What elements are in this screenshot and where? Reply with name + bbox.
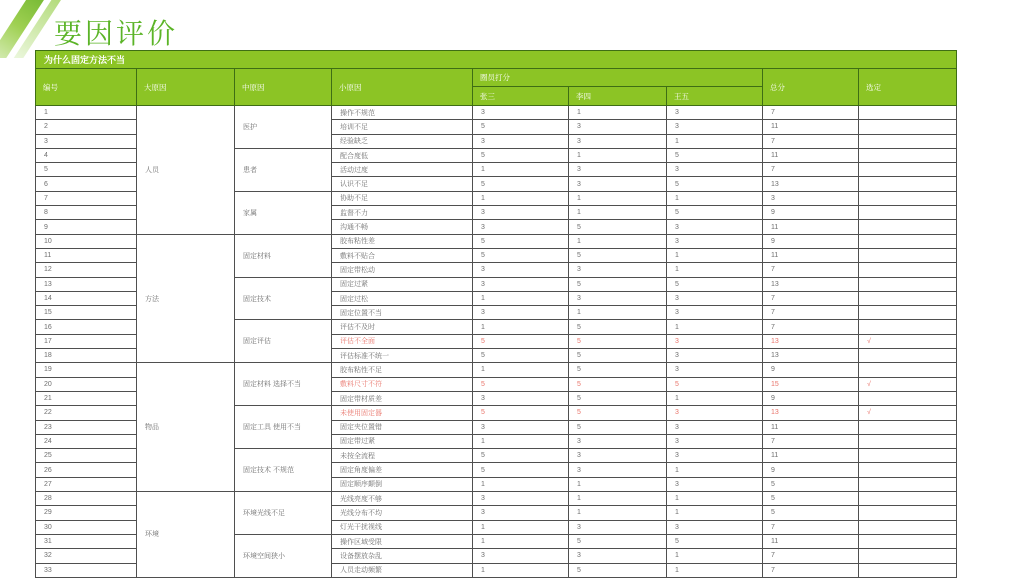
cell-minor-cause: 敷料尺寸不符 bbox=[332, 377, 473, 391]
cell-minor-cause: 人员走动频繁 bbox=[332, 563, 473, 577]
cell-selected bbox=[859, 234, 957, 248]
cell-score-3: 5 bbox=[667, 177, 763, 191]
cell-total: 3 bbox=[763, 191, 859, 205]
cell-score-2: 5 bbox=[569, 248, 667, 262]
header-mid-cause: 中原因 bbox=[235, 69, 332, 106]
cell-total: 9 bbox=[763, 234, 859, 248]
cell-score-1: 5 bbox=[473, 177, 569, 191]
cell-selected bbox=[859, 449, 957, 463]
cell-minor-cause: 设备摆放杂乱 bbox=[332, 549, 473, 563]
header-minor-cause: 小原因 bbox=[332, 69, 473, 106]
cell-number: 28 bbox=[36, 492, 137, 506]
cell-score-1: 3 bbox=[473, 134, 569, 148]
table-header-row bbox=[36, 69, 957, 87]
cell-mid-cause: 固定技术 不规范 bbox=[235, 449, 332, 492]
cell-score-3: 3 bbox=[667, 291, 763, 305]
header-number: 编号 bbox=[36, 69, 137, 106]
cell-number: 4 bbox=[36, 148, 137, 162]
cell-score-2: 5 bbox=[569, 377, 667, 391]
cell-score-2: 5 bbox=[569, 391, 667, 405]
cell-selected bbox=[859, 506, 957, 520]
cell-minor-cause: 固定带过紧 bbox=[332, 434, 473, 448]
cell-total: 13 bbox=[763, 406, 859, 420]
cell-score-3: 3 bbox=[667, 120, 763, 134]
cell-number: 3 bbox=[36, 134, 137, 148]
cell-score-2: 3 bbox=[569, 449, 667, 463]
table-row bbox=[36, 106, 957, 120]
cell-mid-cause: 固定工具 使用不当 bbox=[235, 406, 332, 449]
cell-score-3: 3 bbox=[667, 334, 763, 348]
cell-score-2: 5 bbox=[569, 534, 667, 548]
cell-number: 5 bbox=[36, 163, 137, 177]
cell-total: 9 bbox=[763, 206, 859, 220]
cell-mid-cause: 固定评估 bbox=[235, 320, 332, 363]
cell-score-2: 1 bbox=[569, 506, 667, 520]
cell-number: 30 bbox=[36, 520, 137, 534]
cell-score-3: 3 bbox=[667, 234, 763, 248]
cell-number: 12 bbox=[36, 263, 137, 277]
cell-score-1: 5 bbox=[473, 234, 569, 248]
cell-minor-cause: 固定位置不当 bbox=[332, 306, 473, 320]
cell-minor-cause: 未按全流程 bbox=[332, 449, 473, 463]
cell-number: 11 bbox=[36, 248, 137, 262]
cell-score-1: 3 bbox=[473, 506, 569, 520]
header-selected: 选定 bbox=[859, 69, 957, 106]
cell-minor-cause: 固定过紧 bbox=[332, 277, 473, 291]
cell-score-3: 3 bbox=[667, 434, 763, 448]
cell-score-2: 5 bbox=[569, 349, 667, 363]
cell-total: 9 bbox=[763, 391, 859, 405]
factor-table-body bbox=[36, 106, 957, 578]
table-banner: 为什么固定方法不当 bbox=[36, 51, 957, 69]
header-scoring: 圈员打分 bbox=[473, 69, 763, 87]
cell-total: 7 bbox=[763, 134, 859, 148]
cell-selected bbox=[859, 263, 957, 277]
cell-score-1: 3 bbox=[473, 106, 569, 120]
cell-score-2: 5 bbox=[569, 277, 667, 291]
cell-total: 7 bbox=[763, 520, 859, 534]
cell-score-1: 3 bbox=[473, 306, 569, 320]
cell-mid-cause: 患者 bbox=[235, 148, 332, 191]
cell-selected bbox=[859, 477, 957, 491]
cell-score-3: 1 bbox=[667, 549, 763, 563]
cell-total: 7 bbox=[763, 549, 859, 563]
cell-score-1: 1 bbox=[473, 434, 569, 448]
header-scorer-2: 李四 bbox=[569, 87, 667, 106]
cell-score-3: 1 bbox=[667, 263, 763, 277]
cell-minor-cause: 灯光干扰视线 bbox=[332, 520, 473, 534]
cell-minor-cause: 经验缺乏 bbox=[332, 134, 473, 148]
cell-number: 7 bbox=[36, 191, 137, 205]
cell-major-cause: 人员 bbox=[137, 106, 235, 235]
cell-number: 22 bbox=[36, 406, 137, 420]
cell-total: 9 bbox=[763, 463, 859, 477]
cell-selected bbox=[859, 134, 957, 148]
cell-selected: √ bbox=[859, 406, 957, 420]
cell-score-3: 3 bbox=[667, 363, 763, 377]
cell-total: 15 bbox=[763, 377, 859, 391]
cell-score-1: 3 bbox=[473, 420, 569, 434]
cell-number: 19 bbox=[36, 363, 137, 377]
cell-selected bbox=[859, 163, 957, 177]
cell-number: 26 bbox=[36, 463, 137, 477]
cell-number: 15 bbox=[36, 306, 137, 320]
cell-number: 9 bbox=[36, 220, 137, 234]
header-major-cause: 大原因 bbox=[137, 69, 235, 106]
cell-score-1: 3 bbox=[473, 263, 569, 277]
cell-minor-cause: 固定带材质差 bbox=[332, 391, 473, 405]
cell-selected bbox=[859, 306, 957, 320]
cell-number: 1 bbox=[36, 106, 137, 120]
table-row bbox=[36, 363, 957, 377]
cell-number: 23 bbox=[36, 420, 137, 434]
cell-score-2: 5 bbox=[569, 420, 667, 434]
cell-score-1: 1 bbox=[473, 291, 569, 305]
cell-score-3: 5 bbox=[667, 377, 763, 391]
cell-score-2: 1 bbox=[569, 148, 667, 162]
cell-total: 11 bbox=[763, 534, 859, 548]
cell-score-3: 1 bbox=[667, 134, 763, 148]
cell-score-3: 3 bbox=[667, 306, 763, 320]
cell-mid-cause: 环境空间狭小 bbox=[235, 534, 332, 577]
cell-selected bbox=[859, 434, 957, 448]
cell-minor-cause: 配合度低 bbox=[332, 148, 473, 162]
cell-number: 24 bbox=[36, 434, 137, 448]
cell-score-2: 5 bbox=[569, 363, 667, 377]
table-row bbox=[36, 234, 957, 248]
cell-selected bbox=[859, 391, 957, 405]
cell-selected bbox=[859, 206, 957, 220]
cell-score-3: 1 bbox=[667, 248, 763, 262]
cell-major-cause: 方法 bbox=[137, 234, 235, 363]
cell-major-cause: 物品 bbox=[137, 363, 235, 492]
cell-score-3: 1 bbox=[667, 191, 763, 205]
cell-score-1: 3 bbox=[473, 549, 569, 563]
cell-number: 27 bbox=[36, 477, 137, 491]
cell-number: 33 bbox=[36, 563, 137, 577]
cell-selected bbox=[859, 277, 957, 291]
cell-score-3: 3 bbox=[667, 449, 763, 463]
cell-score-3: 3 bbox=[667, 163, 763, 177]
cell-score-2: 1 bbox=[569, 492, 667, 506]
cell-score-1: 5 bbox=[473, 406, 569, 420]
cell-selected bbox=[859, 177, 957, 191]
cell-minor-cause: 固定夹位置错 bbox=[332, 420, 473, 434]
cell-total: 5 bbox=[763, 492, 859, 506]
cell-score-2: 5 bbox=[569, 563, 667, 577]
cell-score-2: 3 bbox=[569, 263, 667, 277]
cell-selected bbox=[859, 120, 957, 134]
cell-selected bbox=[859, 106, 957, 120]
cell-total: 5 bbox=[763, 506, 859, 520]
cell-score-1: 1 bbox=[473, 534, 569, 548]
cell-total: 13 bbox=[763, 277, 859, 291]
cell-selected bbox=[859, 291, 957, 305]
cell-selected bbox=[859, 349, 957, 363]
cell-score-3: 1 bbox=[667, 391, 763, 405]
cell-score-1: 1 bbox=[473, 477, 569, 491]
cell-total: 7 bbox=[763, 163, 859, 177]
cell-total: 13 bbox=[763, 334, 859, 348]
cell-total: 7 bbox=[763, 291, 859, 305]
cell-total: 11 bbox=[763, 120, 859, 134]
cell-score-3: 1 bbox=[667, 563, 763, 577]
cell-selected bbox=[859, 492, 957, 506]
cell-score-1: 1 bbox=[473, 363, 569, 377]
cell-minor-cause: 评估不全面 bbox=[332, 334, 473, 348]
cell-number: 10 bbox=[36, 234, 137, 248]
cell-selected bbox=[859, 463, 957, 477]
cell-score-2: 1 bbox=[569, 206, 667, 220]
cell-score-3: 3 bbox=[667, 106, 763, 120]
cell-score-1: 3 bbox=[473, 391, 569, 405]
cell-selected: √ bbox=[859, 334, 957, 348]
cell-total: 13 bbox=[763, 177, 859, 191]
cell-selected bbox=[859, 320, 957, 334]
cell-score-2: 3 bbox=[569, 434, 667, 448]
cell-minor-cause: 固定顺序颠倒 bbox=[332, 477, 473, 491]
cell-number: 21 bbox=[36, 391, 137, 405]
cell-major-cause: 环境 bbox=[137, 492, 235, 578]
cell-total: 7 bbox=[763, 106, 859, 120]
cell-score-2: 5 bbox=[569, 220, 667, 234]
table-row bbox=[36, 492, 957, 506]
cell-score-2: 5 bbox=[569, 320, 667, 334]
cell-score-2: 3 bbox=[569, 163, 667, 177]
cell-selected bbox=[859, 520, 957, 534]
cell-minor-cause: 培训不足 bbox=[332, 120, 473, 134]
cell-total: 7 bbox=[763, 563, 859, 577]
cell-minor-cause: 胶布粘性差 bbox=[332, 234, 473, 248]
cell-score-1: 1 bbox=[473, 320, 569, 334]
cell-total: 9 bbox=[763, 363, 859, 377]
cell-minor-cause: 光线分布不均 bbox=[332, 506, 473, 520]
cell-total: 7 bbox=[763, 434, 859, 448]
cell-total: 11 bbox=[763, 449, 859, 463]
cell-score-1: 5 bbox=[473, 248, 569, 262]
cell-selected bbox=[859, 248, 957, 262]
cell-number: 29 bbox=[36, 506, 137, 520]
cell-total: 5 bbox=[763, 477, 859, 491]
cell-score-3: 5 bbox=[667, 534, 763, 548]
cell-selected bbox=[859, 220, 957, 234]
cell-score-1: 1 bbox=[473, 520, 569, 534]
cell-number: 8 bbox=[36, 206, 137, 220]
cell-score-3: 3 bbox=[667, 420, 763, 434]
cell-selected bbox=[859, 148, 957, 162]
cell-number: 25 bbox=[36, 449, 137, 463]
cell-score-2: 3 bbox=[569, 134, 667, 148]
cell-minor-cause: 未使用固定器 bbox=[332, 406, 473, 420]
cell-mid-cause: 固定材料 选择不当 bbox=[235, 363, 332, 406]
cell-score-2: 3 bbox=[569, 463, 667, 477]
cell-score-3: 1 bbox=[667, 320, 763, 334]
cell-minor-cause: 光线亮度不够 bbox=[332, 492, 473, 506]
header-total: 总分 bbox=[763, 69, 859, 106]
cell-selected bbox=[859, 534, 957, 548]
cell-selected: √ bbox=[859, 377, 957, 391]
cell-score-1: 5 bbox=[473, 349, 569, 363]
cell-mid-cause: 固定材料 bbox=[235, 234, 332, 277]
cell-minor-cause: 活动过度 bbox=[332, 163, 473, 177]
header-scorer-3: 王五 bbox=[667, 87, 763, 106]
cell-total: 11 bbox=[763, 220, 859, 234]
cell-number: 18 bbox=[36, 349, 137, 363]
cell-score-1: 5 bbox=[473, 463, 569, 477]
cell-score-1: 3 bbox=[473, 206, 569, 220]
cell-score-2: 3 bbox=[569, 520, 667, 534]
cell-minor-cause: 胶布粘性不足 bbox=[332, 363, 473, 377]
cell-score-1: 3 bbox=[473, 277, 569, 291]
cell-score-1: 1 bbox=[473, 191, 569, 205]
cell-total: 13 bbox=[763, 349, 859, 363]
cell-score-2: 1 bbox=[569, 234, 667, 248]
cell-score-3: 1 bbox=[667, 506, 763, 520]
cell-number: 17 bbox=[36, 334, 137, 348]
cell-mid-cause: 医护 bbox=[235, 106, 332, 149]
cell-score-3: 5 bbox=[667, 206, 763, 220]
cell-number: 32 bbox=[36, 549, 137, 563]
cell-score-3: 3 bbox=[667, 477, 763, 491]
cell-score-2: 3 bbox=[569, 177, 667, 191]
cell-mid-cause: 家属 bbox=[235, 191, 332, 234]
cell-score-3: 3 bbox=[667, 406, 763, 420]
cell-score-2: 1 bbox=[569, 191, 667, 205]
cell-score-2: 3 bbox=[569, 120, 667, 134]
cell-number: 31 bbox=[36, 534, 137, 548]
cell-minor-cause: 认识不足 bbox=[332, 177, 473, 191]
cell-mid-cause: 环境光线不足 bbox=[235, 492, 332, 535]
cell-number: 6 bbox=[36, 177, 137, 191]
cell-score-2: 3 bbox=[569, 549, 667, 563]
page-title: 要因评价 bbox=[54, 18, 179, 49]
cell-minor-cause: 监督不力 bbox=[332, 206, 473, 220]
cell-score-2: 5 bbox=[569, 334, 667, 348]
cell-total: 7 bbox=[763, 263, 859, 277]
cell-total: 11 bbox=[763, 248, 859, 262]
cell-number: 2 bbox=[36, 120, 137, 134]
cell-score-2: 3 bbox=[569, 291, 667, 305]
cell-number: 14 bbox=[36, 291, 137, 305]
cell-minor-cause: 评估标准不统一 bbox=[332, 349, 473, 363]
header-scorer-1: 张三 bbox=[473, 87, 569, 106]
cell-score-3: 3 bbox=[667, 520, 763, 534]
cell-selected bbox=[859, 191, 957, 205]
table-banner-row bbox=[36, 51, 957, 69]
cell-score-1: 5 bbox=[473, 148, 569, 162]
cell-total: 11 bbox=[763, 420, 859, 434]
cell-score-1: 5 bbox=[473, 120, 569, 134]
cell-score-2: 1 bbox=[569, 106, 667, 120]
cell-score-3: 5 bbox=[667, 277, 763, 291]
cell-score-1: 3 bbox=[473, 220, 569, 234]
cell-score-1: 5 bbox=[473, 449, 569, 463]
cell-selected bbox=[859, 549, 957, 563]
cell-score-1: 5 bbox=[473, 334, 569, 348]
cell-minor-cause: 固定角度偏差 bbox=[332, 463, 473, 477]
cell-number: 13 bbox=[36, 277, 137, 291]
cell-score-1: 3 bbox=[473, 492, 569, 506]
cell-number: 20 bbox=[36, 377, 137, 391]
cell-score-3: 5 bbox=[667, 148, 763, 162]
cell-score-3: 3 bbox=[667, 349, 763, 363]
cell-selected bbox=[859, 563, 957, 577]
cell-mid-cause: 固定技术 bbox=[235, 277, 332, 320]
cell-score-3: 3 bbox=[667, 220, 763, 234]
cell-number: 16 bbox=[36, 320, 137, 334]
cell-minor-cause: 沟通不畅 bbox=[332, 220, 473, 234]
cell-selected bbox=[859, 420, 957, 434]
cell-score-3: 1 bbox=[667, 463, 763, 477]
cell-minor-cause: 操作不规范 bbox=[332, 106, 473, 120]
cell-score-1: 1 bbox=[473, 563, 569, 577]
cell-minor-cause: 协助不足 bbox=[332, 191, 473, 205]
cell-minor-cause: 操作区域受限 bbox=[332, 534, 473, 548]
cell-minor-cause: 固定带松动 bbox=[332, 263, 473, 277]
cell-score-2: 1 bbox=[569, 306, 667, 320]
cell-selected bbox=[859, 363, 957, 377]
cell-minor-cause: 固定过松 bbox=[332, 291, 473, 305]
cell-score-2: 1 bbox=[569, 477, 667, 491]
cell-total: 7 bbox=[763, 320, 859, 334]
factor-evaluation-table bbox=[35, 50, 957, 578]
cell-score-1: 5 bbox=[473, 377, 569, 391]
cell-minor-cause: 评估不及时 bbox=[332, 320, 473, 334]
cell-score-1: 1 bbox=[473, 163, 569, 177]
cell-score-2: 5 bbox=[569, 406, 667, 420]
cell-total: 11 bbox=[763, 148, 859, 162]
cell-minor-cause: 敷料不贴合 bbox=[332, 248, 473, 262]
cell-score-3: 1 bbox=[667, 492, 763, 506]
cell-total: 7 bbox=[763, 306, 859, 320]
